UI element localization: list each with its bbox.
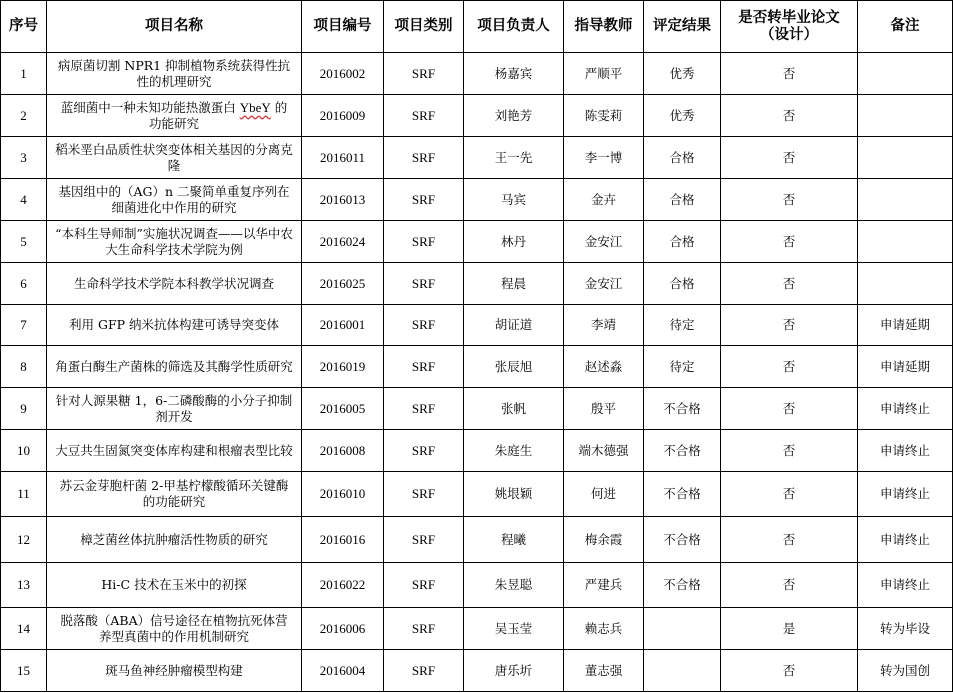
cell-name: 稻米垩白品质性状突变体相关基因的分离克隆 — [47, 137, 302, 179]
cell-name: 苏云金芽胞杆菌 2-甲基柠檬酸循环关键酶的功能研究 — [47, 472, 302, 517]
cell-leader: 朱庭生 — [464, 430, 564, 472]
cell-code: 2016004 — [302, 650, 384, 692]
table-row — [1, 563, 953, 608]
cell-advisor: 梅余霞 — [564, 517, 644, 563]
cell-thesis: 否 — [721, 305, 858, 346]
cell-leader: 马宾 — [464, 179, 564, 221]
header-remark: 备注 — [858, 1, 953, 53]
cell-result: 不合格 — [644, 472, 721, 517]
table-row — [1, 95, 953, 137]
cell-result: 不合格 — [644, 563, 721, 608]
cell-category: SRF — [384, 472, 464, 517]
cell-thesis: 否 — [721, 472, 858, 517]
cell-thesis: 否 — [721, 137, 858, 179]
cell-name: 脱落酸（ABA）信号途径在植物抗死体营养型真菌中的作用机制研究 — [47, 608, 302, 650]
cell-result: 待定 — [644, 346, 721, 388]
cell-code: 2016013 — [302, 179, 384, 221]
cell-seq: 4 — [1, 179, 47, 221]
header-result: 评定结果 — [644, 1, 721, 53]
cell-thesis: 否 — [721, 221, 858, 263]
cell-remark: 申请终止 — [858, 563, 953, 608]
table-row — [1, 346, 953, 388]
cell-code: 2016024 — [302, 221, 384, 263]
cell-advisor: 金卉 — [564, 179, 644, 221]
cell-code: 2016005 — [302, 388, 384, 430]
cell-advisor: 严建兵 — [564, 563, 644, 608]
cell-thesis: 否 — [721, 430, 858, 472]
cell-seq: 3 — [1, 137, 47, 179]
cell-result: 合格 — [644, 263, 721, 305]
cell-seq: 10 — [1, 430, 47, 472]
table-row — [1, 650, 953, 692]
cell-remark — [858, 179, 953, 221]
cell-advisor: 李靖 — [564, 305, 644, 346]
cell-seq: 6 — [1, 263, 47, 305]
cell-result: 优秀 — [644, 53, 721, 95]
cell-result: 合格 — [644, 221, 721, 263]
cell-name: 病原菌切割 NPR1 抑制植物系统获得性抗性的机理研究 — [47, 53, 302, 95]
header-thesis — [721, 1, 858, 53]
cell-advisor: 李一博 — [564, 137, 644, 179]
cell-category: SRF — [384, 517, 464, 563]
cell-name: 利用 GFP 纳米抗体构建可诱导突变体 — [47, 305, 302, 346]
cell-category: SRF — [384, 650, 464, 692]
cell-name: 斑马鱼神经肿瘤模型构建 — [47, 650, 302, 692]
cell-seq: 13 — [1, 563, 47, 608]
cell-thesis: 否 — [721, 388, 858, 430]
cell-seq: 7 — [1, 305, 47, 346]
header-category: 项目类别 — [384, 1, 464, 53]
cell-remark: 申请终止 — [858, 388, 953, 430]
cell-leader: 胡证道 — [464, 305, 564, 346]
cell-advisor: 严顺平 — [564, 53, 644, 95]
cell-result: 不合格 — [644, 388, 721, 430]
cell-category: SRF — [384, 221, 464, 263]
cell-remark: 申请终止 — [858, 517, 953, 563]
cell-leader: 程曦 — [464, 517, 564, 563]
cell-category: SRF — [384, 95, 464, 137]
cell-result: 优秀 — [644, 95, 721, 137]
cell-code: 2016006 — [302, 608, 384, 650]
cell-thesis: 否 — [721, 179, 858, 221]
cell-seq: 11 — [1, 472, 47, 517]
header-name: 项目名称 — [47, 1, 302, 53]
cell-remark: 申请终止 — [858, 472, 953, 517]
cell-seq: 15 — [1, 650, 47, 692]
cell-thesis: 否 — [721, 563, 858, 608]
cell-leader: 朱昱聪 — [464, 563, 564, 608]
cell-category: SRF — [384, 263, 464, 305]
cell-code: 2016009 — [302, 95, 384, 137]
cell-seq: 8 — [1, 346, 47, 388]
cell-code: 2016025 — [302, 263, 384, 305]
cell-name: 角蛋白酶生产菌株的筛选及其酶学性质研究 — [47, 346, 302, 388]
cell-result: 不合格 — [644, 430, 721, 472]
table-row — [1, 388, 953, 430]
cell-name: “本科生导师制”实施状况调查——以华中农大生命科学技术学院为例 — [47, 221, 302, 263]
cell-name: 基因组中的（AG）n 二聚简单重复序列在细菌进化中作用的研究 — [47, 179, 302, 221]
table-row — [1, 221, 953, 263]
cell-category: SRF — [384, 53, 464, 95]
cell-result — [644, 650, 721, 692]
cell-leader: 杨嘉宾 — [464, 53, 564, 95]
cell-category: SRF — [384, 137, 464, 179]
cell-seq: 1 — [1, 53, 47, 95]
cell-seq: 2 — [1, 95, 47, 137]
cell-thesis: 否 — [721, 263, 858, 305]
cell-thesis: 否 — [721, 53, 858, 95]
cell-advisor: 陈雯莉 — [564, 95, 644, 137]
cell-remark: 申请延期 — [858, 305, 953, 346]
cell-thesis: 否 — [721, 517, 858, 563]
cell-remark: 转为毕设 — [858, 608, 953, 650]
cell-remark — [858, 95, 953, 137]
header-leader: 项目负责人 — [464, 1, 564, 53]
cell-code: 2016016 — [302, 517, 384, 563]
cell-advisor: 金安江 — [564, 221, 644, 263]
cell-remark: 转为国创 — [858, 650, 953, 692]
cell-seq: 14 — [1, 608, 47, 650]
header-thesis-line2: （设计） — [760, 26, 818, 43]
cell-category: SRF — [384, 563, 464, 608]
cell-advisor: 赖志兵 — [564, 608, 644, 650]
table-row — [1, 53, 953, 95]
cell-code: 2016001 — [302, 305, 384, 346]
table-row — [1, 517, 953, 563]
cell-seq: 12 — [1, 517, 47, 563]
cell-advisor: 赵述淼 — [564, 346, 644, 388]
cell-remark — [858, 137, 953, 179]
cell-name — [47, 95, 302, 137]
cell-result: 待定 — [644, 305, 721, 346]
cell-thesis: 否 — [721, 95, 858, 137]
cell-name-post: 的功能研究 — [148, 99, 288, 131]
cell-leader: 王一先 — [464, 137, 564, 179]
header-thesis-line1: 是否转毕业论文 — [738, 9, 840, 26]
cell-remark — [858, 263, 953, 305]
cell-result: 合格 — [644, 179, 721, 221]
cell-code: 2016008 — [302, 430, 384, 472]
cell-advisor: 何进 — [564, 472, 644, 517]
header-seq: 序号 — [1, 1, 47, 53]
cell-category: SRF — [384, 346, 464, 388]
cell-leader: 姚垠颖 — [464, 472, 564, 517]
cell-result — [644, 608, 721, 650]
cell-leader: 刘艳芳 — [464, 95, 564, 137]
cell-name-pre: 蓝细菌中一种未知功能热激蛋白 — [60, 99, 240, 115]
table-row — [1, 137, 953, 179]
table-row — [1, 263, 953, 305]
cell-advisor: 董志强 — [564, 650, 644, 692]
cell-code: 2016010 — [302, 472, 384, 517]
cell-remark: 申请终止 — [858, 430, 953, 472]
cell-code: 2016011 — [302, 137, 384, 179]
cell-leader: 林丹 — [464, 221, 564, 263]
cell-thesis: 否 — [721, 650, 858, 692]
cell-leader: 吴玉莹 — [464, 608, 564, 650]
table-row — [1, 305, 953, 346]
cell-remark — [858, 221, 953, 263]
cell-leader: 张帆 — [464, 388, 564, 430]
cell-thesis: 否 — [721, 346, 858, 388]
cell-category: SRF — [384, 388, 464, 430]
cell-name-mark: YbeY — [239, 99, 271, 115]
cell-leader: 张辰旭 — [464, 346, 564, 388]
cell-code: 2016019 — [302, 346, 384, 388]
cell-seq: 5 — [1, 221, 47, 263]
cell-category: SRF — [384, 179, 464, 221]
header-row — [1, 1, 953, 53]
cell-thesis: 是 — [721, 608, 858, 650]
cell-advisor: 端木德强 — [564, 430, 644, 472]
cell-seq: 9 — [1, 388, 47, 430]
cell-category: SRF — [384, 305, 464, 346]
cell-name: 大豆共生固氮突变体库构建和根瘤表型比较 — [47, 430, 302, 472]
table-row — [1, 472, 953, 517]
cell-leader: 唐乐圻 — [464, 650, 564, 692]
cell-leader: 程晨 — [464, 263, 564, 305]
cell-category: SRF — [384, 608, 464, 650]
cell-advisor: 金安江 — [564, 263, 644, 305]
cell-remark — [858, 53, 953, 95]
cell-result: 合格 — [644, 137, 721, 179]
table-row — [1, 608, 953, 650]
table-row — [1, 179, 953, 221]
header-code: 项目编号 — [302, 1, 384, 53]
cell-name: 樟芝菌丝体抗肿瘤活性物质的研究 — [47, 517, 302, 563]
cell-remark: 申请延期 — [858, 346, 953, 388]
cell-code: 2016002 — [302, 53, 384, 95]
table-row — [1, 430, 953, 472]
header-advisor: 指导教师 — [564, 1, 644, 53]
cell-advisor: 殷平 — [564, 388, 644, 430]
cell-name: Hi-C 技术在玉米中的初探 — [47, 563, 302, 608]
cell-name: 生命科学技术学院本科教学状况调查 — [47, 263, 302, 305]
cell-result: 不合格 — [644, 517, 721, 563]
cell-code: 2016022 — [302, 563, 384, 608]
cell-category: SRF — [384, 430, 464, 472]
cell-name: 针对人源果糖 1，6-二磷酸酶的小分子抑制剂开发 — [47, 388, 302, 430]
